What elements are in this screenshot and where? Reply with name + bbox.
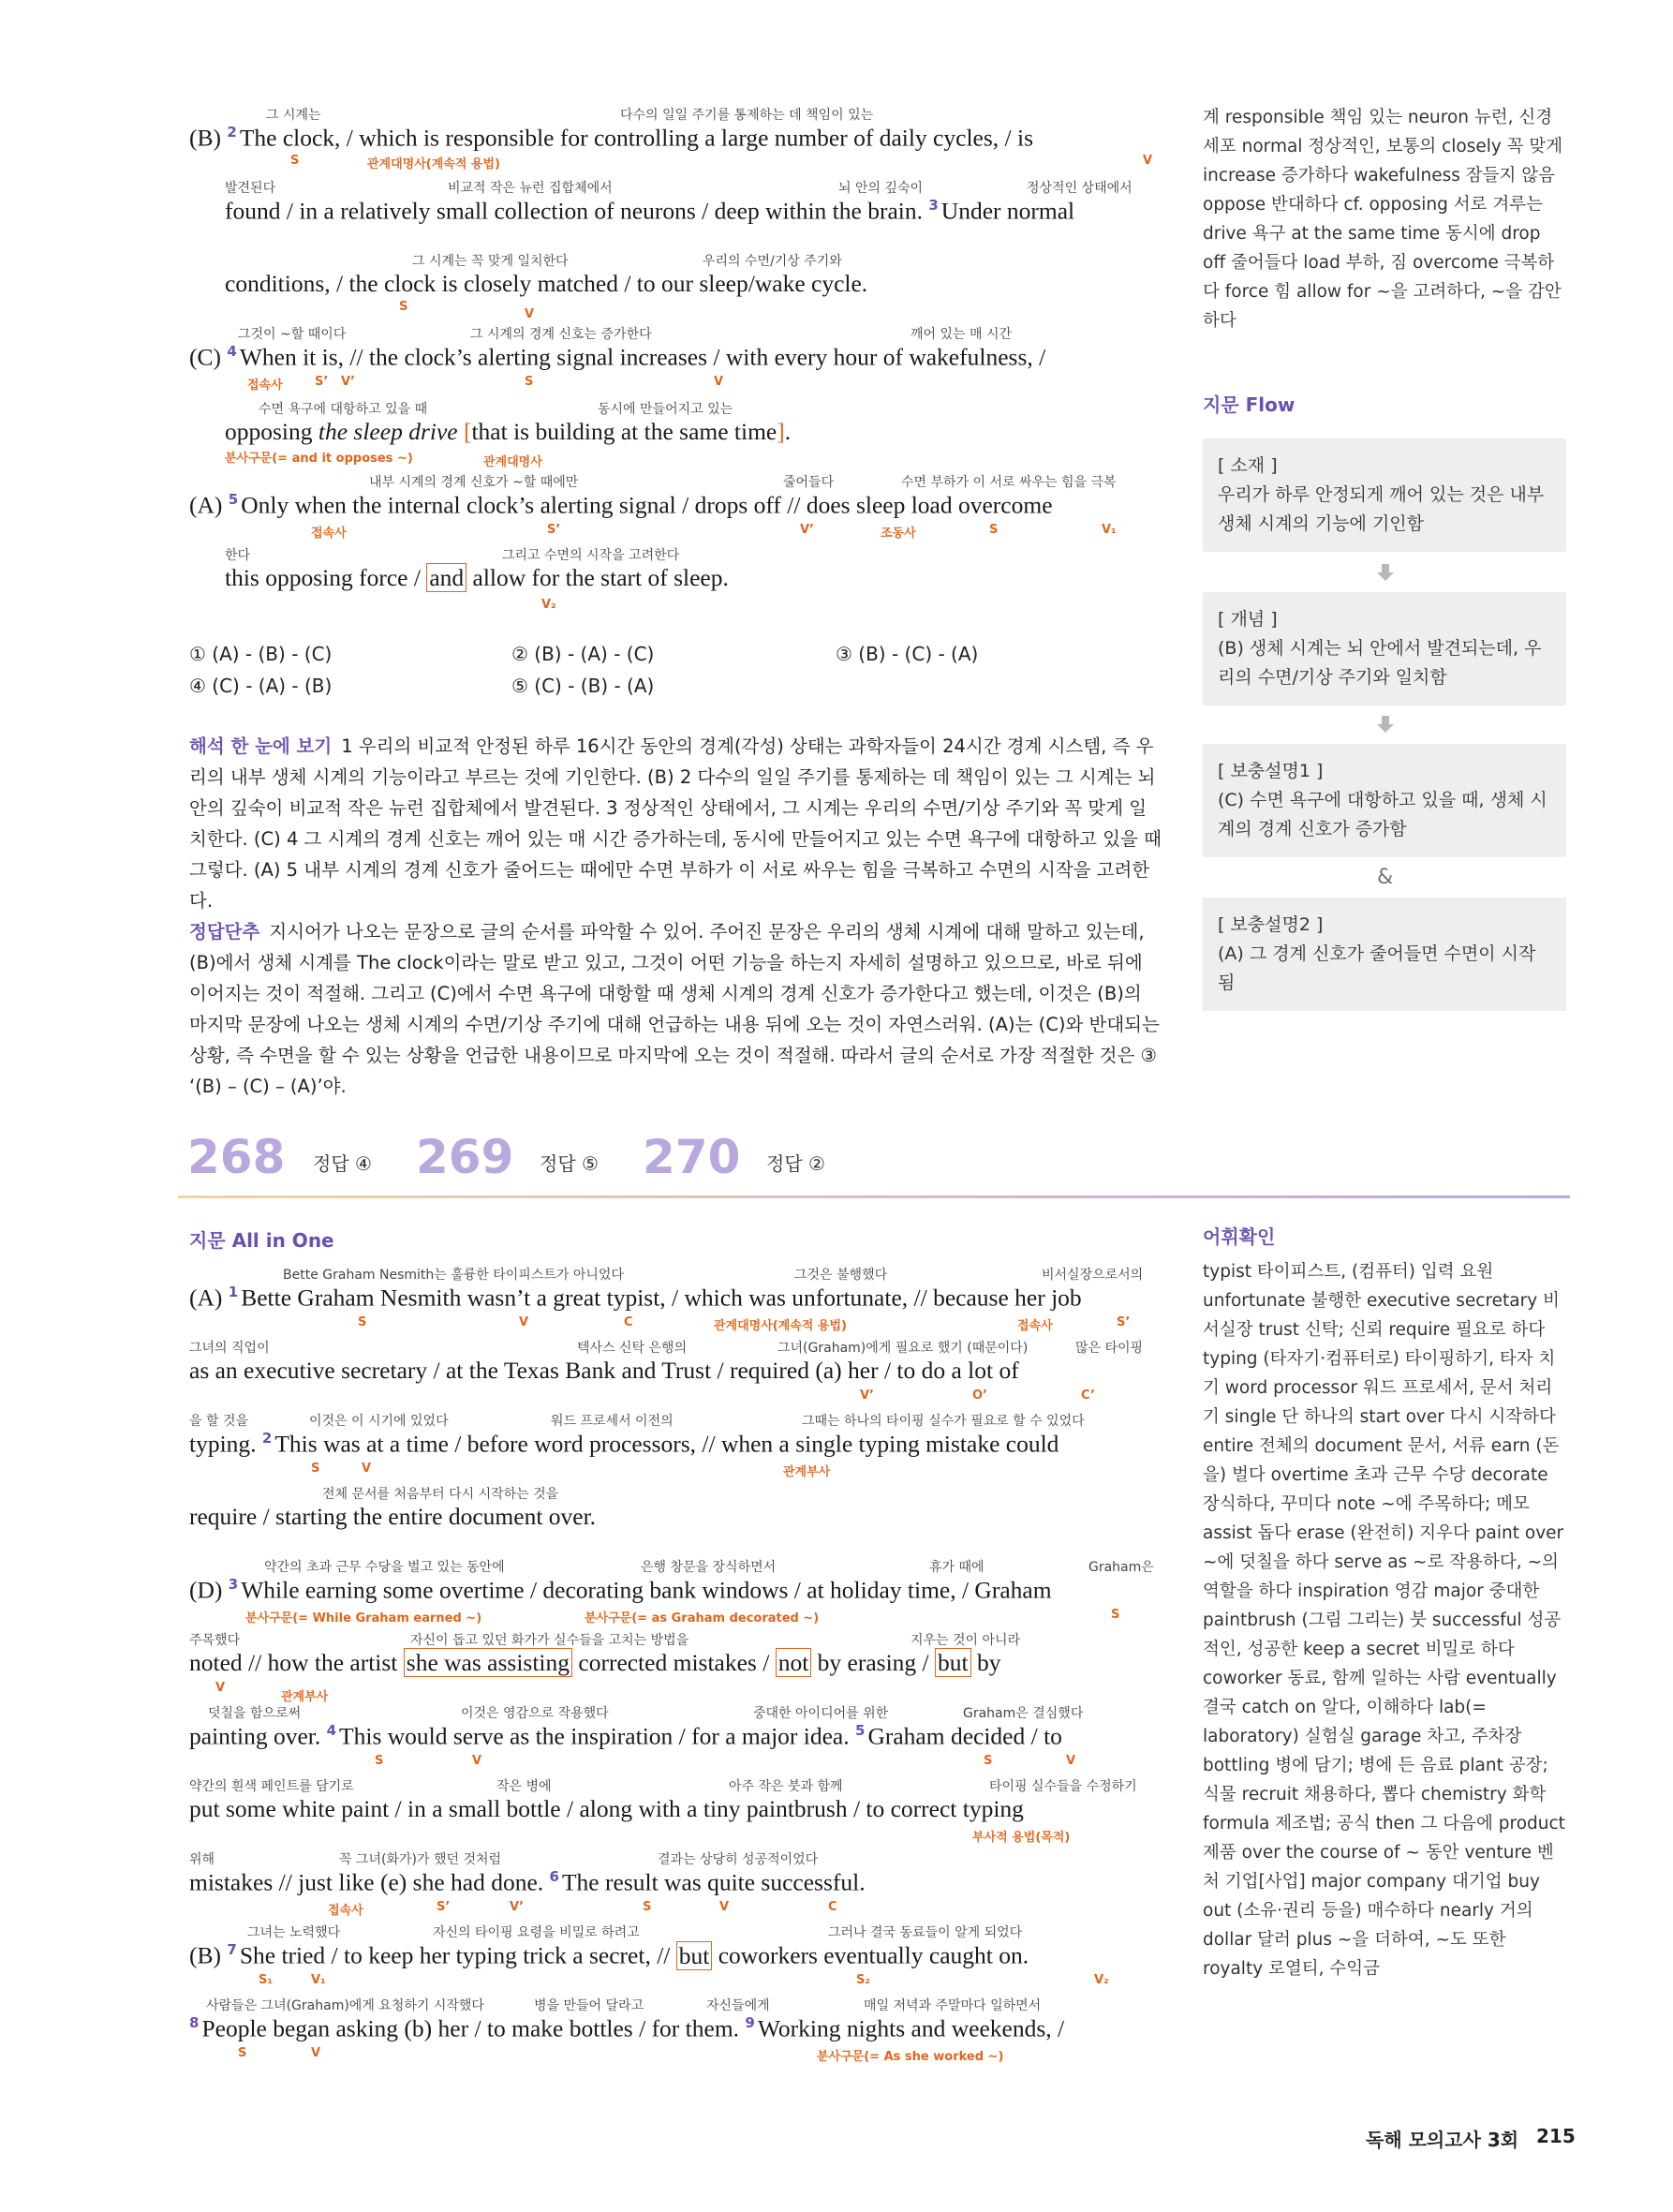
answer-label: 정답 ④ (313, 1152, 372, 1175)
flow-box-supplement-2 (1203, 898, 1566, 1011)
grammar-tag: 관계부사 (783, 1465, 831, 1479)
passage-line (189, 472, 1163, 540)
sentence-text: mistakes // just like (e) she had done. (189, 1868, 544, 1896)
passage-line (225, 178, 1163, 234)
sentence-number: 6 (549, 1868, 559, 1885)
grammar-tag: V (525, 307, 535, 321)
grammar-tag: 조동사 (881, 527, 916, 541)
sentence-text: Graham decided / to (867, 1722, 1062, 1750)
flow-box-text: (A) 그 경계 신호가 줄어들면 수면이 시작됨 (1218, 943, 1536, 993)
gloss: 그 시계의 경계 신호는 증가한다 (470, 327, 652, 342)
grammar-tag: V (472, 1754, 482, 1768)
sentence-number: 3 (928, 197, 939, 214)
gloss: 꼭 그녀(화가)가 했던 것처럼 (339, 1852, 502, 1867)
passage-line (189, 1411, 1163, 1478)
flow-box-supplement-1 (1203, 744, 1566, 857)
sentence-number: 5 (855, 1722, 866, 1739)
gloss: 수면 부하가 이 서로 싸우는 힘을 극복 (901, 475, 1117, 490)
paragraph-label: (A) (189, 1284, 223, 1312)
gloss: 정상적인 상태에서 (1027, 181, 1133, 196)
page-number: 215 (1536, 2125, 1576, 2147)
sentence-text: This was at a time / before word processors, // when a single typing mistake could (274, 1430, 1059, 1458)
sentence-number: 2 (227, 124, 237, 141)
gloss: 위해 (189, 1852, 215, 1867)
gloss: 그녀(Graham)에게 필요로 했기 (때문이다) (777, 1341, 1029, 1356)
flow-box-text: (B) 생체 시계는 뇌 안에서 발견되는데, 우리의 수면/기상 주기와 일치함 (1218, 638, 1542, 688)
grammar-tag: S (1111, 1608, 1120, 1622)
gloss: 줄어들다 (783, 475, 835, 490)
sentence (189, 1430, 1059, 1459)
gloss: 그 시계는 꼭 맞게 일치한다 (412, 254, 569, 269)
gloss: 텍사스 신탁 은행의 (577, 1341, 688, 1356)
gloss: 병을 만들어 달라고 (534, 1998, 644, 2013)
bracket: ] (777, 418, 785, 445)
question-number: 269 (416, 1130, 514, 1184)
passage-line (189, 1923, 1163, 1990)
grammar-tag: 접속사 (328, 1904, 363, 1918)
sentence-number: 7 (227, 1941, 237, 1958)
sentence-number: 3 (228, 1576, 239, 1593)
question-number: 268 (187, 1130, 286, 1184)
grammar-tag: V (311, 2046, 321, 2060)
passage-line (189, 1630, 1163, 1704)
grammar-tag: V (519, 1315, 529, 1329)
gloss: 수면 욕구에 대항하고 있을 때 (259, 402, 428, 417)
gloss: 전체 문서를 처음부터 다시 시작하는 것을 (322, 1487, 559, 1502)
sentence-text: While earning some overtime / decorating bank windows / at holiday time, / Graham (241, 1576, 1052, 1604)
grammar-tag: V (719, 1900, 730, 1914)
down-arrow-icon (1377, 716, 1394, 733)
grammar-tag: S’ (547, 523, 561, 537)
gloss: 은행 창문을 장식하면서 (641, 1560, 777, 1575)
gloss: 뇌 안의 깊숙이 (838, 181, 924, 196)
sentence-text: Working nights and weekends, / (757, 2014, 1065, 2042)
grammar-tag: S (290, 154, 300, 168)
sentence-number: 1 (228, 1284, 239, 1300)
grammar-tag: 접속사 (1017, 1319, 1053, 1333)
grammar-tag: S (525, 375, 534, 389)
passage-line (189, 1484, 1163, 1540)
grammar-tag: V₂ (1094, 1973, 1109, 1987)
grammar-tag: V (1143, 154, 1153, 168)
sentence-text: The clock, / which is responsible for controlling a large number of daily cycles, / is (239, 124, 1033, 152)
grammar-tag: V’ (860, 1388, 874, 1403)
passage-line (189, 1265, 1163, 1332)
passage-line (189, 1776, 1163, 1844)
passage-line (189, 1849, 1163, 1917)
sentence (189, 343, 1045, 372)
sentence: put some white paint / in a small bottle / along with a tiny paintbrush / to correct typing (189, 1795, 1024, 1822)
question-number: 270 (643, 1130, 741, 1184)
grammar-tag: V’ (341, 375, 355, 389)
grammar-tag: 접속사 (311, 527, 347, 541)
grammar-tag: V’ (800, 523, 814, 537)
gloss: Bette Graham Nesmith는 훌륭한 타이피스트가 아니었다 (283, 1268, 624, 1283)
sentence (189, 1722, 1062, 1751)
grammar-tag: V’ (510, 1900, 524, 1914)
sentence (225, 418, 791, 446)
grammar-tag: C (828, 1900, 837, 1914)
paragraph-label: (B) (189, 124, 221, 152)
grammar-tag: S (375, 1754, 384, 1768)
sentence (189, 1941, 1029, 1970)
sentence-number: 9 (745, 2014, 755, 2031)
vocab-title: 어휘확인 (1203, 1225, 1276, 1248)
gloss: 매일 저녁과 주말마다 일하면서 (864, 1998, 1042, 2013)
sentence (189, 1649, 1000, 1677)
grammar-tag: V (362, 1462, 372, 1476)
gloss: 을 할 것을 (189, 1414, 248, 1429)
flow-title: 지문 Flow (1203, 393, 1295, 416)
flow-box-heading: [ 보충설명2 ] (1218, 914, 1324, 935)
gloss: 휴가 때에 (929, 1560, 985, 1575)
gloss: 동시에 만들어지고 있는 (598, 402, 733, 417)
choice-5: ⑤ (C) - (B) - (A) (511, 675, 655, 697)
sentence-text: that is building at the same time (471, 418, 777, 445)
gloss: 그리고 수면의 시작을 고려한다 (502, 548, 680, 563)
grammar-tag: S’ (1117, 1315, 1131, 1329)
grammar-tag: O’ (972, 1388, 987, 1403)
answer-label: 정답 ⑤ (540, 1152, 599, 1175)
gloss: 발견된다 (225, 181, 276, 196)
sentence-text: When it is, // the clock’s alerting signal increases / with every hour of wakefulness, / (239, 343, 1046, 371)
sentence-number: 8 (189, 2014, 200, 2031)
gloss: 워드 프로세서 이전의 (551, 1414, 674, 1429)
vocab-sidebar-1: 계 responsible 책임 있는 neuron 뉴런, 신경 세포 normal 정상적인, 보통의 closely 꼭 맞게 increase 증가하다 wakefulness 잠들지 않음 oppose 반대하다 cf. opposing 서로 겨루는 drive 욕구 at the same time 동시에 drop off 줄어들다 load 부하, 짐 overcome 극복하다 force 힘 allow for ~을 고려하다, ~을 감안하다 (1203, 108, 1563, 331)
sentence (225, 564, 729, 592)
sentence (225, 197, 1074, 226)
sentence-text: This would serve as the inspiration / for a major idea. (339, 1722, 850, 1750)
gloss: 중대한 아이디어를 위한 (753, 1706, 889, 1721)
grammar-tag: S (984, 1754, 993, 1768)
paragraph-label: (D) (189, 1576, 223, 1604)
section-title: 지문 All in One (189, 1229, 334, 1252)
grammar-tag: 관계대명사 (483, 455, 542, 469)
flow-box-heading: [ 소재 ] (1218, 455, 1278, 476)
sentence (189, 1284, 1082, 1313)
gloss: 많은 타이핑 (1075, 1341, 1144, 1356)
footer-section: 독해 모의고사 3회 (1366, 2129, 1519, 2151)
passage-line (225, 399, 1163, 467)
gloss: 그 시계는 (266, 108, 321, 123)
grammar-tag: S (311, 1462, 320, 1476)
sentence-number: 4 (326, 1722, 337, 1739)
choice-4: ④ (C) - (A) - (B) (189, 675, 333, 697)
answer-heading: 정답단추 (189, 921, 260, 943)
gloss: Graham은 결심했다 (963, 1706, 1084, 1721)
passage-line (189, 324, 1163, 392)
gloss: 약간의 초과 근무 수당을 벌고 있는 동안에 (264, 1560, 505, 1575)
grammar-tag: S (358, 1315, 367, 1329)
gloss: 다수의 일일 주기를 통제하는 데 책임이 있는 (620, 108, 874, 123)
choice-1: ① (A) - (B) - (C) (189, 643, 333, 665)
flow-box-concept (1203, 592, 1566, 705)
grammar-tag: S₁ (259, 1973, 274, 1987)
grammar-tag: V₂ (541, 598, 556, 612)
sentence-text: by erasing / (811, 1649, 936, 1676)
sentence (189, 2014, 1064, 2043)
sentence-text: coworkers eventually caught on. (712, 1941, 1029, 1969)
sentence-text: typing. (189, 1430, 257, 1458)
sentence (189, 1576, 1052, 1605)
grammar-tag: S₂ (856, 1973, 871, 1987)
answer-explanation (189, 916, 1162, 1102)
gloss: 아주 작은 붓과 함께 (729, 1779, 843, 1794)
sentence-text: found / in a relatively small collection of neurons / deep within the brain. (225, 197, 923, 225)
sentence: conditions, / the clock is closely matched / to our sleep/wake cycle. (225, 270, 868, 297)
sentence-text: painting over. (189, 1722, 321, 1750)
passage-line (189, 105, 1163, 171)
ampersand: & (1377, 866, 1394, 889)
sentence (189, 1868, 866, 1897)
sentence-text: by (970, 1649, 1001, 1676)
gloss: 그때는 하나의 타이핑 실수가 필요로 할 수 있었다 (802, 1414, 1085, 1429)
grammar-tag: 접속사 (247, 379, 283, 393)
grammar-tag: V₁ (311, 1973, 326, 1987)
grammar-tag: S (989, 523, 999, 537)
choice-2: ② (B) - (A) - (C) (511, 643, 655, 665)
gloss: 덧칠을 함으로써 (208, 1706, 302, 1721)
grammar-tag: V (215, 1681, 226, 1695)
answer-text: 지시어가 나오는 문장으로 글의 순서를 파악할 수 있어. 주어진 문장은 우리의 생체 시계에 대해 말하고 있는데, (B)에서 생체 시계를 The clock이라는 말로 받고 있고, 그것이 어떤 기능을 하는지 자세히 설명하고 있으므로, 바로 뒤에 이어지는 것이 적절해. 그리고 (C)에서 수면 욕구에 대항할 때 생체 시계의 경계 신호가 증가한다고 했는데, 이것은 (B)의 마지막 문장에 나오는 생체 시계의 수면/기상 주기에 대해 언급하는 내용 뒤에 오는 것이 자연스러워. (A)는 (C)와 반대되는 상황, 즉 수면을 할 수 있는 상황을 언급한 내용이므로 마지막에 오는 것이 적절해. 따라서 글의 순서로 가장 적절한 것은 ③ ‘(B) – (C) – (A)’야. (189, 921, 1160, 1097)
boxed-word: not (776, 1648, 812, 1677)
grammar-tag: S (238, 2046, 247, 2060)
grammar-tag: 관계부사 (281, 1690, 329, 1704)
passage-line (189, 1996, 1163, 2063)
gloss: 그녀는 노력했다 (247, 1925, 341, 1940)
sentence-text: the sleep drive (318, 418, 458, 445)
gloss: 사람들은 그녀(Graham)에게 요청하기 시작했다 (206, 1998, 484, 2013)
grammar-tag: 분사구문(= and it opposes ~) (225, 452, 413, 466)
vocab-sidebar-2: typist 타이피스트, (컴퓨터) 입력 요원 unfortunate 불행한 executive secretary 비서실장 trust 신탁; 신뢰 require 필요로 하다 typing (타자기·컴퓨터로) 타이핑하기, 타자 치기 word processor 워드 프로세서, 문서 처리기 single 단 하나의 start over 다시 시작하다 entire 전체의 document 문서, 서류 earn (돈을) 벌다 overtime 초과 근무 수당 decorate 장식하다, 꾸미다 note ~에 주목하다; 메모 assist 돕다 erase (완전히) 지우다 paint over ~에 덧칠을 하다 serve as ~로 작용하다, ~의 역할을 하다 inspiration 영감 major 중대한 paintbrush (그림 그리는) 붓 successful 성공적인, 성공한 keep a secret 비밀로 하다 coworker 동료, 함께 일하는 사람 eventually 결국 catch on 알다, 이해하다 lab(= laboratory) 실험실 garage 차고, 주차장 bottling 병에 담기; 병에 든 음료 plant 공장; 식물 recruit 채용하다, 뽑다 chemistry 화학 formula 제조법; 공식 then 그 다음에 product 제품 over the course of ~ 동안 venture 벤처 기업[사업] major company 대기업 buy out (소유·권리 등을) 매수하다 nearly 거의 dollar 달러 plus ~을 더하여, ~도 또한 royalty 로열티, 수익금 (1203, 1262, 1565, 1979)
paragraph-label: (A) (189, 491, 223, 519)
gloss: 그녀의 직업이 (189, 1341, 270, 1356)
section-divider (178, 1195, 1570, 1198)
sentence: require / starting the entire document over. (189, 1503, 597, 1530)
passage-line (189, 1557, 1163, 1625)
sentence-text: She tried / to keep her typing trick a secret, // (239, 1941, 676, 1969)
gloss: 내부 시계의 경계 신호가 ~할 때에만 (369, 475, 579, 490)
sentence-text: The result was quite successful. (561, 1868, 866, 1896)
grammar-tag: 분사구문(= While Graham earned ~) (245, 1611, 482, 1626)
sentence-text: People began asking (b) her / to make bottles / for them. (201, 2014, 740, 2042)
sentence-text: . (784, 418, 792, 445)
sentence-number: 4 (227, 343, 237, 360)
gloss: 이것은 영감으로 작용했다 (461, 1706, 609, 1721)
grammar-tag: 관계대명사(계속적 용법) (714, 1319, 847, 1333)
sentence-text: Under normal (940, 197, 1075, 225)
flow-box-text: 우리가 하루 안정되게 깨어 있는 것은 내부 생체 시계의 기능에 기인함 (1218, 484, 1545, 534)
sentence-text: Only when the internal clock’s alerting signal / drops off // does sleep load overcome (241, 491, 1053, 519)
gloss: 비서실장으로서의 (1042, 1268, 1144, 1283)
passage-line (189, 1703, 1163, 1771)
grammar-tag: S (399, 300, 408, 314)
sentence-text: corrected mistakes / (572, 1649, 776, 1676)
gloss: 작은 병에 (496, 1779, 552, 1794)
sentence-text: this opposing force / (225, 564, 427, 591)
answer-label: 정답 ② (766, 1152, 825, 1175)
boxed-phrase: she was assisting (404, 1648, 572, 1677)
grammar-tag: 분사구문(= As she worked ~) (817, 2050, 1004, 2064)
gloss: 깨어 있는 매 시간 (911, 327, 1013, 342)
choice-3: ③ (B) - (C) - (A) (836, 643, 979, 665)
grammar-tag: C (624, 1315, 633, 1329)
grammar-tag: V (1066, 1754, 1076, 1768)
flow-box-text: (C) 수면 욕구에 대항하고 있을 때, 생체 시계의 경계 신호가 증가함 (1218, 790, 1547, 839)
sentence-text: allow for the start of sleep. (466, 564, 729, 591)
sentence: as an executive secretary / at the Texas Bank and Trust / required (a) her / to do a lot of (189, 1357, 1019, 1384)
gloss: 그러나 결국 동료들이 알게 되었다 (828, 1925, 1023, 1940)
passage-line (189, 1338, 1163, 1405)
sentence-number: 5 (228, 491, 239, 508)
grammar-tag: S (643, 1900, 652, 1914)
sentence-number: 2 (261, 1430, 273, 1447)
boxed-word: but (676, 1941, 713, 1970)
grammar-tag: C’ (1081, 1388, 1095, 1403)
translation-heading: 해석 한 눈에 보기 (189, 735, 333, 757)
grammar-tag: S’ (437, 1900, 451, 1914)
gloss: 우리의 수면/기상 주기와 (703, 254, 842, 269)
grammar-tag: 부사적 용법(목적) (972, 1831, 1071, 1845)
gloss: 자신들에게 (706, 1998, 770, 2013)
boxed-word: and (426, 563, 466, 592)
gloss: 비교적 작은 뉴런 집합체에서 (448, 181, 613, 196)
bracket: [ (463, 418, 472, 445)
sentence (189, 124, 1033, 153)
gloss: 이것은 이 시기에 있었다 (309, 1414, 449, 1429)
boxed-word: but (935, 1648, 971, 1677)
grammar-tag: 관계대명사(계속적 용법) (367, 157, 500, 171)
gloss: 주목했다 (189, 1633, 241, 1648)
passage-line (225, 545, 1163, 613)
grammar-tag: S’ (315, 375, 329, 389)
grammar-tag: V (714, 375, 724, 389)
sentence-text: Bette Graham Nesmith wasn’t a great typist, / which was unfortunate, // because her job (241, 1284, 1082, 1312)
translation-text: 1 우리의 비교적 안정된 하루 16시간 동안의 경계(각성) 상태는 과학자들이 24시간 경계 시스템, 즉 우리의 내부 생체 시계의 기능이라고 부르는 것에 기인한다. (B) 2 다수의 일일 주기를 통제하는 데 책임이 있는 그 시계는 뇌 안의 깊숙이 비교적 작은 뉴런 집합체에서 발견된다. 3 정상적인 상태에서, 그 시계는 우리의 수면/기상 주기와 꼭 맞게 일치한다. (C) 4 그 시계의 경계 신호는 깨어 있는 매 시간 증가하는데, 동시에 만들어지고 있는 수면 욕구에 대항하고 있을 때 그렇다. (A) 5 내부 시계의 경계 신호가 줄어드는 때에만 수면 부하가 이 서로 싸우는 힘을 극복하고 수면의 시작을 고려한다. (189, 735, 1162, 912)
down-arrow-icon (1377, 564, 1394, 581)
flow-box-topic (1203, 438, 1566, 552)
gloss: 그것은 불행했다 (794, 1268, 888, 1283)
flow-box-heading: [ 보충설명1 ] (1218, 761, 1324, 781)
flow-box-heading: [ 개념 ] (1218, 609, 1278, 630)
passage-line (225, 251, 1163, 321)
gloss: 자신의 타이핑 요령을 비밀로 하려고 (433, 1925, 640, 1940)
gloss: 자신이 돕고 있던 화가가 실수들을 고치는 방법을 (410, 1633, 689, 1648)
paragraph-label: (C) (189, 343, 221, 371)
grammar-tag: 분사구문(= as Graham decorated ~) (585, 1611, 820, 1626)
gloss: Graham은 (1088, 1560, 1154, 1575)
paragraph-label: (B) (189, 1941, 221, 1969)
gloss: 그것이 ~할 때이다 (238, 327, 347, 342)
gloss: 한다 (225, 548, 251, 563)
gloss: 결과는 상당히 성공적이었다 (658, 1852, 819, 1867)
gloss: 지우는 것이 아니라 (911, 1633, 1021, 1648)
grammar-tag: V₁ (1102, 523, 1117, 537)
sentence-text: noted // how the artist (189, 1649, 404, 1676)
gloss: 약간의 흰색 페인트를 담기로 (189, 1779, 354, 1794)
translation-paragraph (189, 731, 1162, 916)
sentence-text: opposing (225, 418, 318, 445)
sentence (189, 491, 1053, 520)
gloss: 타이핑 실수들을 수정하기 (989, 1779, 1137, 1794)
